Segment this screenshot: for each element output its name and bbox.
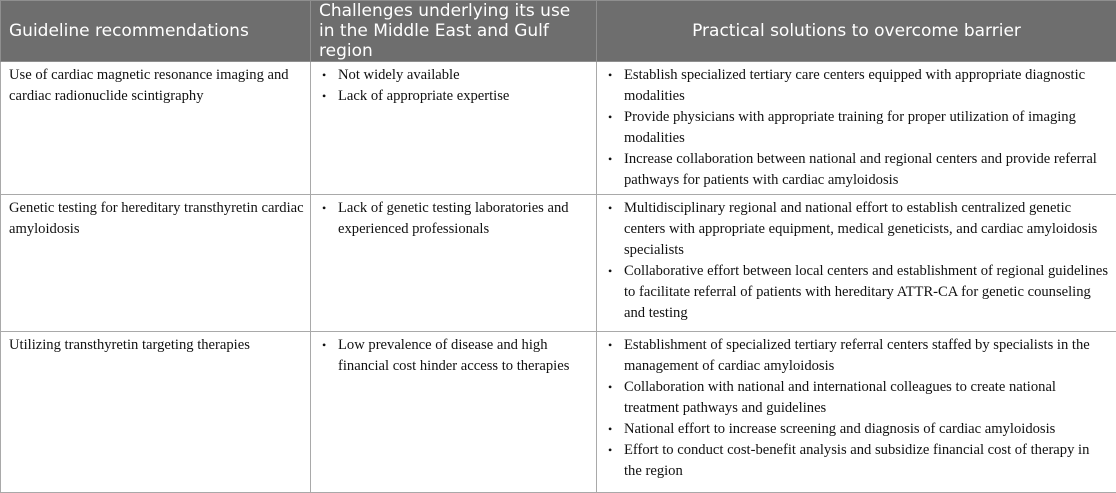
list-item — [605, 107, 1110, 149]
list-item — [605, 377, 1110, 419]
bullet-icon: • — [608, 107, 612, 128]
challenge-text: Lack of genetic testing laboratories and experienced professionals — [338, 200, 569, 237]
bullet-icon: • — [608, 198, 612, 219]
header-guideline: Guideline recommendations — [1, 1, 311, 62]
solution-text: National effort to increase screening and diagnosis of cardiac amyloidosis — [624, 421, 1055, 437]
list-item — [605, 419, 1110, 440]
list-item — [605, 65, 1110, 107]
challenges-list — [319, 65, 590, 107]
bullet-icon: • — [608, 419, 612, 440]
challenge-text: Low prevalence of disease and high financial cost hinder access to therapies — [338, 337, 569, 374]
bullet-icon: • — [608, 440, 612, 461]
challenges-list — [319, 335, 590, 377]
list-item — [605, 440, 1110, 482]
solution-text: Increase collaboration between national and regional centers and provide referral pathways for patients with cardiac amyloidosis — [624, 151, 1097, 188]
solutions-list — [605, 335, 1110, 482]
solutions-cell — [597, 62, 1116, 195]
list-item — [319, 86, 590, 107]
list-item — [319, 65, 590, 86]
solution-text: Multidisciplinary regional and national effort to establish centralized genetic centers with appropriate equipment, medical geneticists, and cardiac amyloidosis specialists — [624, 200, 1097, 258]
solution-text: Collaborative effort between local centers and establishment of regional guidelines to facilitate referral of patients with hereditary ATTR-CA for genetic counseling and testing — [624, 263, 1108, 321]
bullet-icon: • — [608, 377, 612, 398]
solutions-cell — [597, 195, 1116, 332]
table-header-row — [1, 1, 1116, 62]
challenges-list — [319, 198, 590, 240]
bullet-icon: • — [608, 149, 612, 170]
list-item — [319, 335, 590, 377]
bullet-icon: • — [322, 86, 326, 107]
solution-text: Provide physicians with appropriate training for proper utilization of imaging modalities — [624, 109, 1076, 146]
list-item — [605, 335, 1110, 377]
challenges-cell — [311, 62, 597, 195]
bullet-icon: • — [608, 65, 612, 86]
list-item — [605, 198, 1110, 261]
solution-text: Effort to conduct cost-benefit analysis and subsidize financial cost of therapy in the region — [624, 442, 1089, 479]
challenge-text: Not widely available — [338, 67, 460, 83]
solution-text: Establishment of specialized tertiary referral centers staffed by specialists in the management of cardiac amyloidosis — [624, 337, 1090, 374]
header-challenges: Challenges underlying its use in the Middle East and Gulf region — [311, 1, 597, 62]
guideline-cell: Utilizing transthyretin targeting therapies — [1, 332, 311, 493]
table-row — [1, 195, 1116, 332]
solutions-list — [605, 65, 1110, 191]
list-item — [319, 198, 590, 240]
challenges-cell — [311, 332, 597, 493]
solution-text: Collaboration with national and international colleagues to create national treatment pathways and guidelines — [624, 379, 1056, 416]
solutions-cell — [597, 332, 1116, 493]
bullet-icon: • — [322, 335, 326, 356]
bullet-icon: • — [608, 261, 612, 282]
challenges-cell — [311, 195, 597, 332]
bullet-icon: • — [322, 65, 326, 86]
solutions-list — [605, 198, 1110, 324]
table-row — [1, 332, 1116, 493]
guideline-cell: Genetic testing for hereditary transthyretin cardiac amyloidosis — [1, 195, 311, 332]
table-row — [1, 62, 1116, 195]
bullet-icon: • — [322, 198, 326, 219]
list-item — [605, 149, 1110, 191]
solution-text: Establish specialized tertiary care centers equipped with appropriate diagnostic modalities — [624, 67, 1085, 104]
challenge-text: Lack of appropriate expertise — [338, 88, 509, 104]
list-item — [605, 261, 1110, 324]
header-solutions: Practical solutions to overcome barrier — [597, 1, 1116, 62]
guideline-cell: Use of cardiac magnetic resonance imaging and cardiac radionuclide scintigraphy — [1, 62, 311, 195]
bullet-icon: • — [608, 335, 612, 356]
